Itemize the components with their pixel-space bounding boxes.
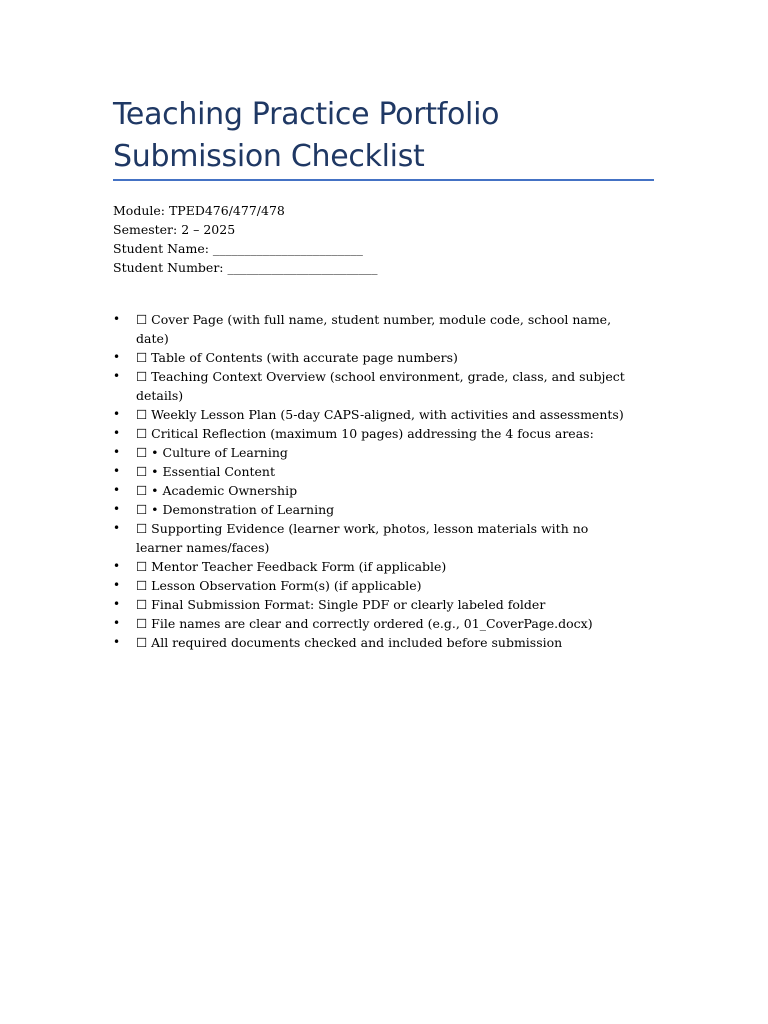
checklist-item-text: ☐ Supporting Evidence (learner work, photos, lesson materials with no learner names/faces) [136,521,589,555]
checklist-item [113,310,633,348]
checklist-item [113,424,633,443]
checklist-item-text: ☐ Critical Reflection (maximum 10 pages) addressing the 4 focus areas: [136,426,594,441]
bullet-icon: • [113,464,121,478]
checklist-item-text: ☐ All required documents checked and included before submission [136,635,563,650]
checklist-item [113,367,633,405]
student-number-line: Student Number: ________________________ [113,260,378,275]
checklist-item [113,443,633,462]
checklist-item [113,576,633,595]
bullet-icon: • [113,312,121,326]
module-line: Module: TPED476/477/478 [113,203,285,218]
checklist-item [113,481,633,500]
checklist-item-text: ☐ Weekly Lesson Plan (5-day CAPS-aligned, with activities and assessments) [136,407,624,422]
checklist-item [113,348,633,367]
bullet-icon: • [113,483,121,497]
checklist-item-text: ☐ File names are clear and correctly ordered (e.g., 01_CoverPage.docx) [136,616,593,631]
bullet-icon: • [113,635,121,649]
checklist-item-text: ☐ Lesson Observation Form(s) (if applicable) [136,578,422,593]
checklist-item [113,614,633,633]
checklist-item-text: ☐ • Culture of Learning [136,445,288,460]
document-meta [113,201,377,277]
checklist-item-text: ☐ Table of Contents (with accurate page numbers) [136,350,458,365]
semester-line: Semester: 2 – 2025 [113,222,236,237]
bullet-icon: • [113,350,121,364]
bullet-icon: • [113,559,121,573]
checklist-item-text: ☐ • Essential Content [136,464,276,479]
submission-checklist [113,310,633,652]
title-underline [113,179,654,181]
bullet-icon: • [113,616,121,630]
checklist-item [113,595,633,614]
checklist-item [113,633,633,652]
checklist-item [113,462,633,481]
bullet-icon: • [113,426,121,440]
bullet-icon: • [113,407,121,421]
bullet-icon: • [113,369,121,383]
checklist-item [113,500,633,519]
checklist-item [113,557,633,576]
page-title: Teaching Practice Portfolio Submission Checklist [113,97,500,174]
checklist-item-text: ☐ Final Submission Format: Single PDF or clearly labeled folder [136,597,546,612]
checklist-item-text: ☐ Teaching Context Overview (school environment, grade, class, and subject details) [136,369,625,403]
checklist-item-text: ☐ Cover Page (with full name, student number, module code, school name, date) [136,312,612,346]
bullet-icon: • [113,597,121,611]
bullet-icon: • [113,521,121,535]
checklist-item [113,405,633,424]
checklist-item [113,519,633,557]
bullet-icon: • [113,445,121,459]
checklist-item-text: ☐ • Academic Ownership [136,483,298,498]
bullet-icon: • [113,578,121,592]
checklist-item-text: ☐ • Demonstration of Learning [136,502,335,517]
checklist-item-text: ☐ Mentor Teacher Feedback Form (if applicable) [136,559,447,574]
student-name-line: Student Name: ________________________ [113,241,363,256]
bullet-icon: • [113,502,121,516]
